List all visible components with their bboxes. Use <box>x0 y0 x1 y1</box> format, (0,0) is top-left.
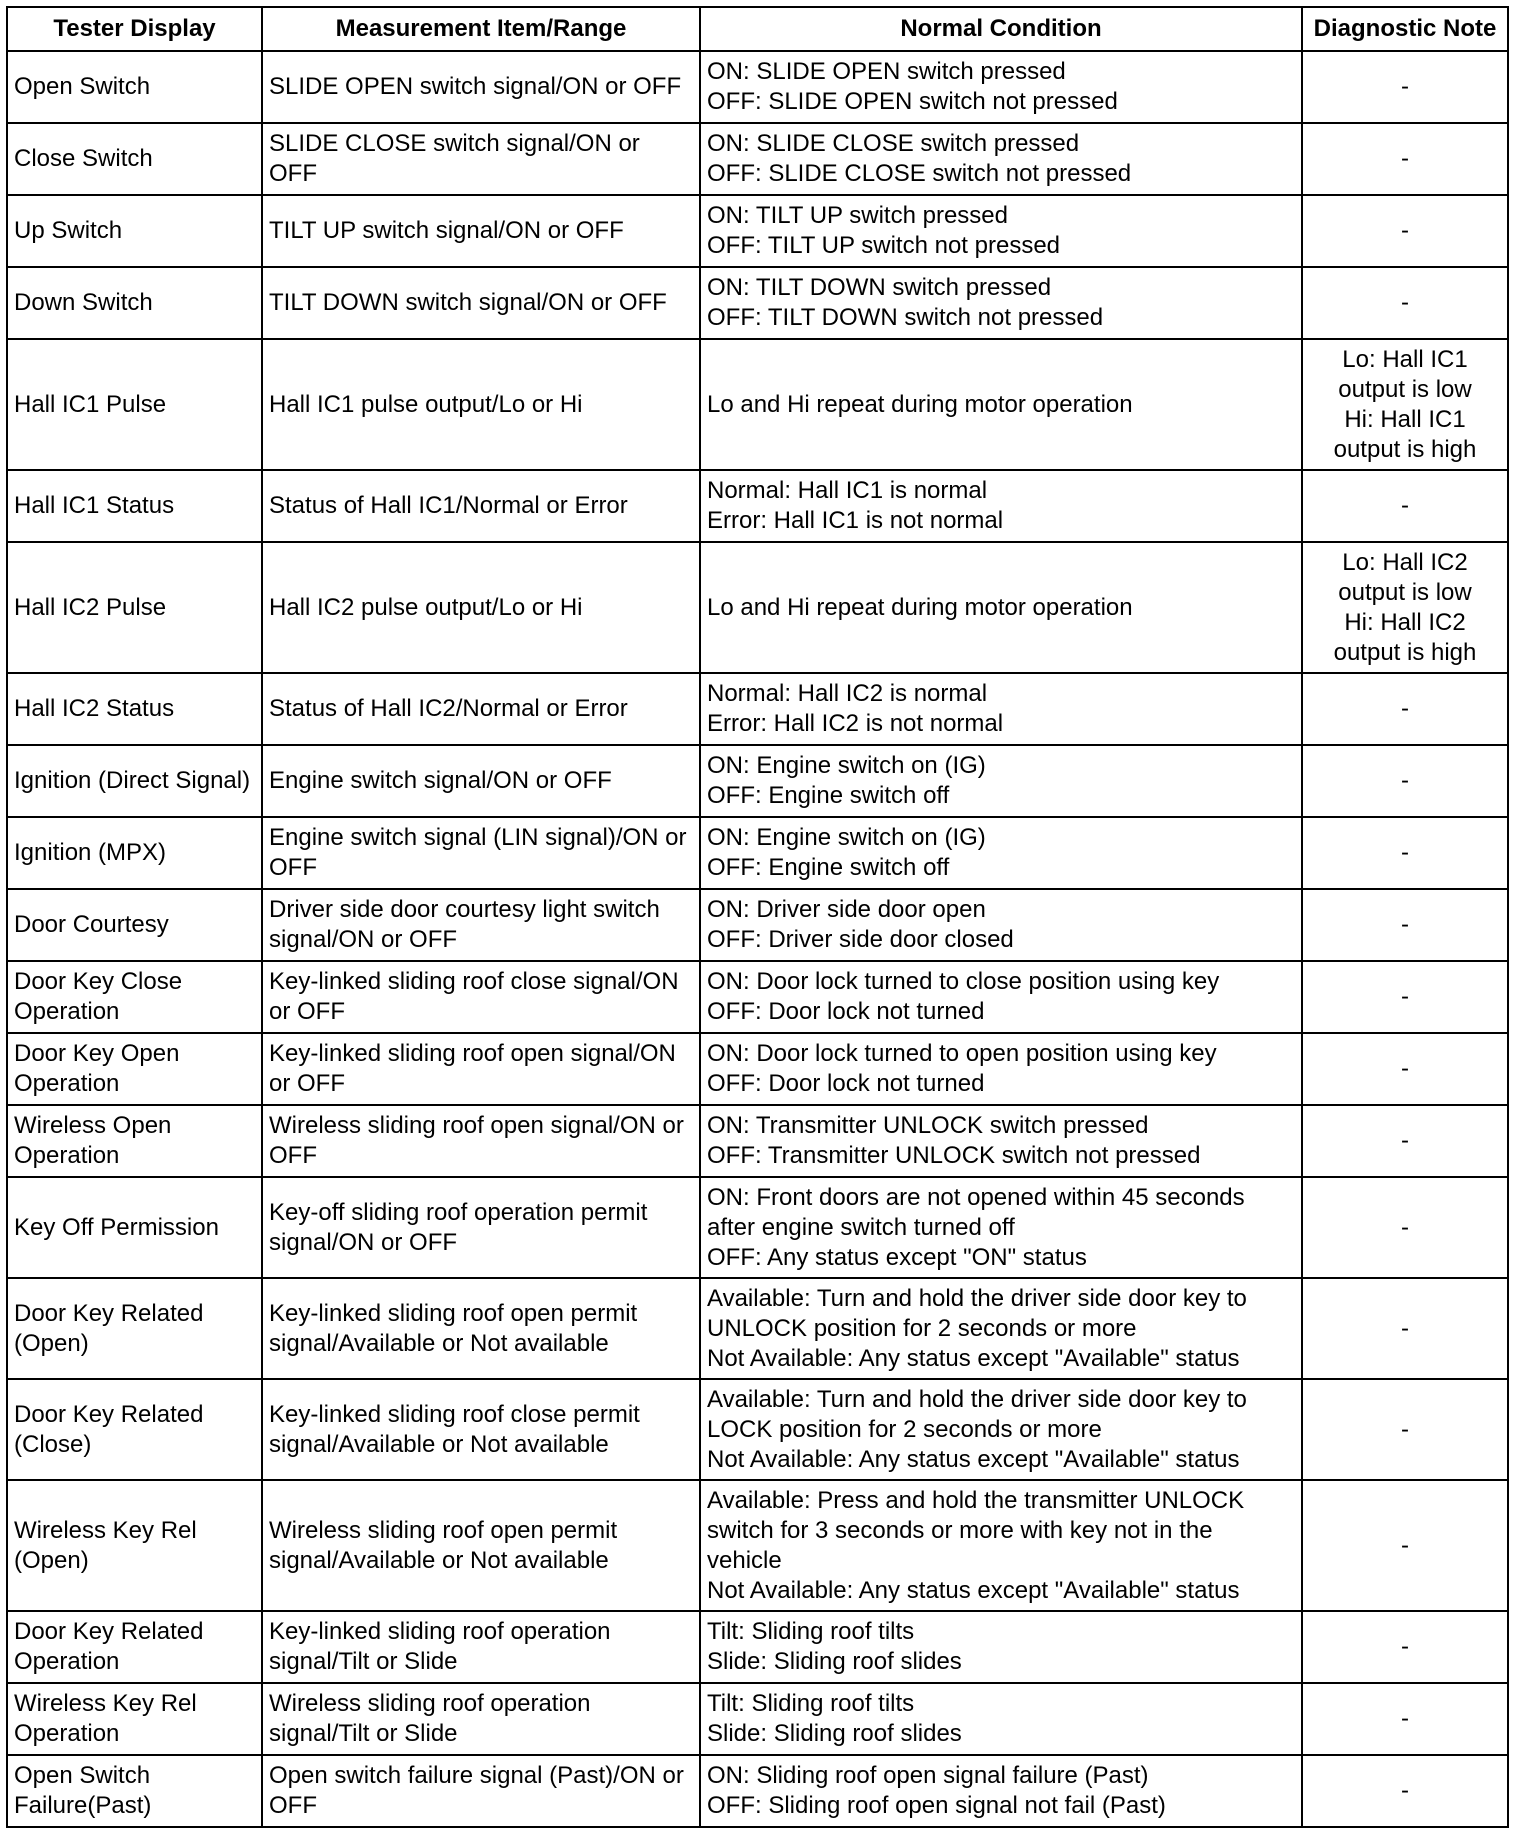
cell-normal-condition: ON: TILT DOWN switch pressed OFF: TILT DOWN switch not pressed <box>700 267 1302 339</box>
header-normal-condition: Normal Condition <box>700 7 1302 51</box>
cell-measurement-item: TILT DOWN switch signal/ON or OFF <box>262 267 700 339</box>
table-row <box>7 1683 1508 1755</box>
cell-diagnostic-note: - <box>1302 267 1508 339</box>
cell-normal-condition: ON: Front doors are not opened within 45 seconds after engine switch turned off OFF: Any status except "ON" status <box>700 1177 1302 1278</box>
cell-tester-display: Door Key Related (Close) <box>7 1379 262 1480</box>
cell-tester-display: Wireless Key Rel (Open) <box>7 1480 262 1611</box>
cell-normal-condition: ON: TILT UP switch pressed OFF: TILT UP switch not pressed <box>700 195 1302 267</box>
cell-tester-display: Close Switch <box>7 123 262 195</box>
cell-diagnostic-note: - <box>1302 817 1508 889</box>
cell-diagnostic-note: - <box>1302 51 1508 123</box>
cell-diagnostic-note: - <box>1302 673 1508 745</box>
cell-diagnostic-note: - <box>1302 745 1508 817</box>
cell-normal-condition: Normal: Hall IC2 is normal Error: Hall IC2 is not normal <box>700 673 1302 745</box>
cell-diagnostic-note: - <box>1302 889 1508 961</box>
cell-normal-condition: ON: SLIDE CLOSE switch pressed OFF: SLIDE CLOSE switch not pressed <box>700 123 1302 195</box>
cell-tester-display: Ignition (Direct Signal) <box>7 745 262 817</box>
cell-measurement-item: Key-linked sliding roof close signal/ON or OFF <box>262 961 700 1033</box>
table-row <box>7 817 1508 889</box>
cell-diagnostic-note: - <box>1302 1683 1508 1755</box>
table-row <box>7 267 1508 339</box>
cell-diagnostic-note: - <box>1302 470 1508 542</box>
table-row <box>7 51 1508 123</box>
table-row <box>7 1105 1508 1177</box>
cell-measurement-item: TILT UP switch signal/ON or OFF <box>262 195 700 267</box>
cell-measurement-item: Wireless sliding roof open permit signal/Available or Not available <box>262 1480 700 1611</box>
table-row <box>7 339 1508 470</box>
cell-measurement-item: Wireless sliding roof open signal/ON or OFF <box>262 1105 700 1177</box>
table-row <box>7 673 1508 745</box>
cell-tester-display: Ignition (MPX) <box>7 817 262 889</box>
header-measurement-item: Measurement Item/Range <box>262 7 700 51</box>
cell-normal-condition: Lo and Hi repeat during motor operation <box>700 339 1302 470</box>
cell-tester-display: Open Switch Failure(Past) <box>7 1755 262 1827</box>
cell-measurement-item: Wireless sliding roof operation signal/Tilt or Slide <box>262 1683 700 1755</box>
cell-normal-condition: Tilt: Sliding roof tilts Slide: Sliding roof slides <box>700 1683 1302 1755</box>
cell-measurement-item: Key-off sliding roof operation permit signal/ON or OFF <box>262 1177 700 1278</box>
cell-tester-display: Door Courtesy <box>7 889 262 961</box>
cell-tester-display: Down Switch <box>7 267 262 339</box>
table-row <box>7 542 1508 673</box>
cell-tester-display: Wireless Key Rel Operation <box>7 1683 262 1755</box>
table-row <box>7 1611 1508 1683</box>
cell-diagnostic-note: - <box>1302 961 1508 1033</box>
cell-normal-condition: ON: Transmitter UNLOCK switch pressed OFF: Transmitter UNLOCK switch not pressed <box>700 1105 1302 1177</box>
cell-measurement-item: SLIDE OPEN switch signal/ON or OFF <box>262 51 700 123</box>
cell-tester-display: Hall IC2 Status <box>7 673 262 745</box>
cell-measurement-item: Engine switch signal/ON or OFF <box>262 745 700 817</box>
cell-normal-condition: ON: Engine switch on (IG) OFF: Engine switch off <box>700 817 1302 889</box>
cell-measurement-item: Hall IC2 pulse output/Lo or Hi <box>262 542 700 673</box>
cell-measurement-item: SLIDE CLOSE switch signal/ON or OFF <box>262 123 700 195</box>
table-row <box>7 470 1508 542</box>
cell-tester-display: Open Switch <box>7 51 262 123</box>
cell-diagnostic-note: - <box>1302 1278 1508 1379</box>
header-tester-display: Tester Display <box>7 7 262 51</box>
table-row <box>7 1278 1508 1379</box>
cell-diagnostic-note: - <box>1302 123 1508 195</box>
table-row <box>7 1379 1508 1480</box>
cell-measurement-item: Key-linked sliding roof open permit signal/Available or Not available <box>262 1278 700 1379</box>
cell-measurement-item: Status of Hall IC1/Normal or Error <box>262 470 700 542</box>
cell-tester-display: Door Key Related Operation <box>7 1611 262 1683</box>
table-row <box>7 1033 1508 1105</box>
cell-normal-condition: ON: SLIDE OPEN switch pressed OFF: SLIDE OPEN switch not pressed <box>700 51 1302 123</box>
cell-tester-display: Door Key Open Operation <box>7 1033 262 1105</box>
cell-measurement-item: Driver side door courtesy light switch signal/ON or OFF <box>262 889 700 961</box>
cell-normal-condition: ON: Driver side door open OFF: Driver side door closed <box>700 889 1302 961</box>
cell-measurement-item: Status of Hall IC2/Normal or Error <box>262 673 700 745</box>
cell-normal-condition: Tilt: Sliding roof tilts Slide: Sliding roof slides <box>700 1611 1302 1683</box>
cell-diagnostic-note: - <box>1302 1480 1508 1611</box>
cell-diagnostic-note: - <box>1302 1105 1508 1177</box>
cell-diagnostic-note: - <box>1302 195 1508 267</box>
cell-tester-display: Hall IC1 Pulse <box>7 339 262 470</box>
cell-normal-condition: Available: Press and hold the transmitter UNLOCK switch for 3 seconds or more with key not in the vehicle Not Available: Any status except "Available" status <box>700 1480 1302 1611</box>
cell-tester-display: Hall IC1 Status <box>7 470 262 542</box>
table-row <box>7 745 1508 817</box>
table-header-row <box>7 7 1508 51</box>
table-row <box>7 961 1508 1033</box>
cell-diagnostic-note: - <box>1302 1379 1508 1480</box>
table-row <box>7 1755 1508 1827</box>
cell-diagnostic-note: - <box>1302 1177 1508 1278</box>
cell-diagnostic-note: Lo: Hall IC2 output is low Hi: Hall IC2 output is high <box>1302 542 1508 673</box>
table-row <box>7 1177 1508 1278</box>
data-list-table <box>6 6 1509 1828</box>
cell-tester-display: Door Key Close Operation <box>7 961 262 1033</box>
cell-measurement-item: Key-linked sliding roof close permit signal/Available or Not available <box>262 1379 700 1480</box>
cell-measurement-item: Key-linked sliding roof open signal/ON or OFF <box>262 1033 700 1105</box>
cell-normal-condition: ON: Engine switch on (IG) OFF: Engine switch off <box>700 745 1302 817</box>
cell-tester-display: Door Key Related (Open) <box>7 1278 262 1379</box>
cell-tester-display: Up Switch <box>7 195 262 267</box>
cell-tester-display: Hall IC2 Pulse <box>7 542 262 673</box>
cell-normal-condition: Available: Turn and hold the driver side door key to LOCK position for 2 seconds or more Not Available: Any status except "Available" status <box>700 1379 1302 1480</box>
cell-tester-display: Key Off Permission <box>7 1177 262 1278</box>
cell-diagnostic-note: - <box>1302 1033 1508 1105</box>
cell-normal-condition: ON: Sliding roof open signal failure (Past) OFF: Sliding roof open signal not fail (Past) <box>700 1755 1302 1827</box>
cell-normal-condition: Lo and Hi repeat during motor operation <box>700 542 1302 673</box>
table-row <box>7 1480 1508 1611</box>
cell-measurement-item: Hall IC1 pulse output/Lo or Hi <box>262 339 700 470</box>
cell-measurement-item: Open switch failure signal (Past)/ON or OFF <box>262 1755 700 1827</box>
cell-normal-condition: ON: Door lock turned to close position using key OFF: Door lock not turned <box>700 961 1302 1033</box>
cell-diagnostic-note: - <box>1302 1611 1508 1683</box>
table-row <box>7 195 1508 267</box>
cell-normal-condition: ON: Door lock turned to open position using key OFF: Door lock not turned <box>700 1033 1302 1105</box>
header-diagnostic-note: Diagnostic Note <box>1302 7 1508 51</box>
cell-measurement-item: Key-linked sliding roof operation signal/Tilt or Slide <box>262 1611 700 1683</box>
cell-diagnostic-note: Lo: Hall IC1 output is low Hi: Hall IC1 output is high <box>1302 339 1508 470</box>
cell-tester-display: Wireless Open Operation <box>7 1105 262 1177</box>
cell-diagnostic-note: - <box>1302 1755 1508 1827</box>
table-row <box>7 123 1508 195</box>
cell-measurement-item: Engine switch signal (LIN signal)/ON or OFF <box>262 817 700 889</box>
table-row <box>7 889 1508 961</box>
cell-normal-condition: Normal: Hall IC1 is normal Error: Hall IC1 is not normal <box>700 470 1302 542</box>
cell-normal-condition: Available: Turn and hold the driver side door key to UNLOCK position for 2 seconds or more Not Available: Any status except "Available" status <box>700 1278 1302 1379</box>
